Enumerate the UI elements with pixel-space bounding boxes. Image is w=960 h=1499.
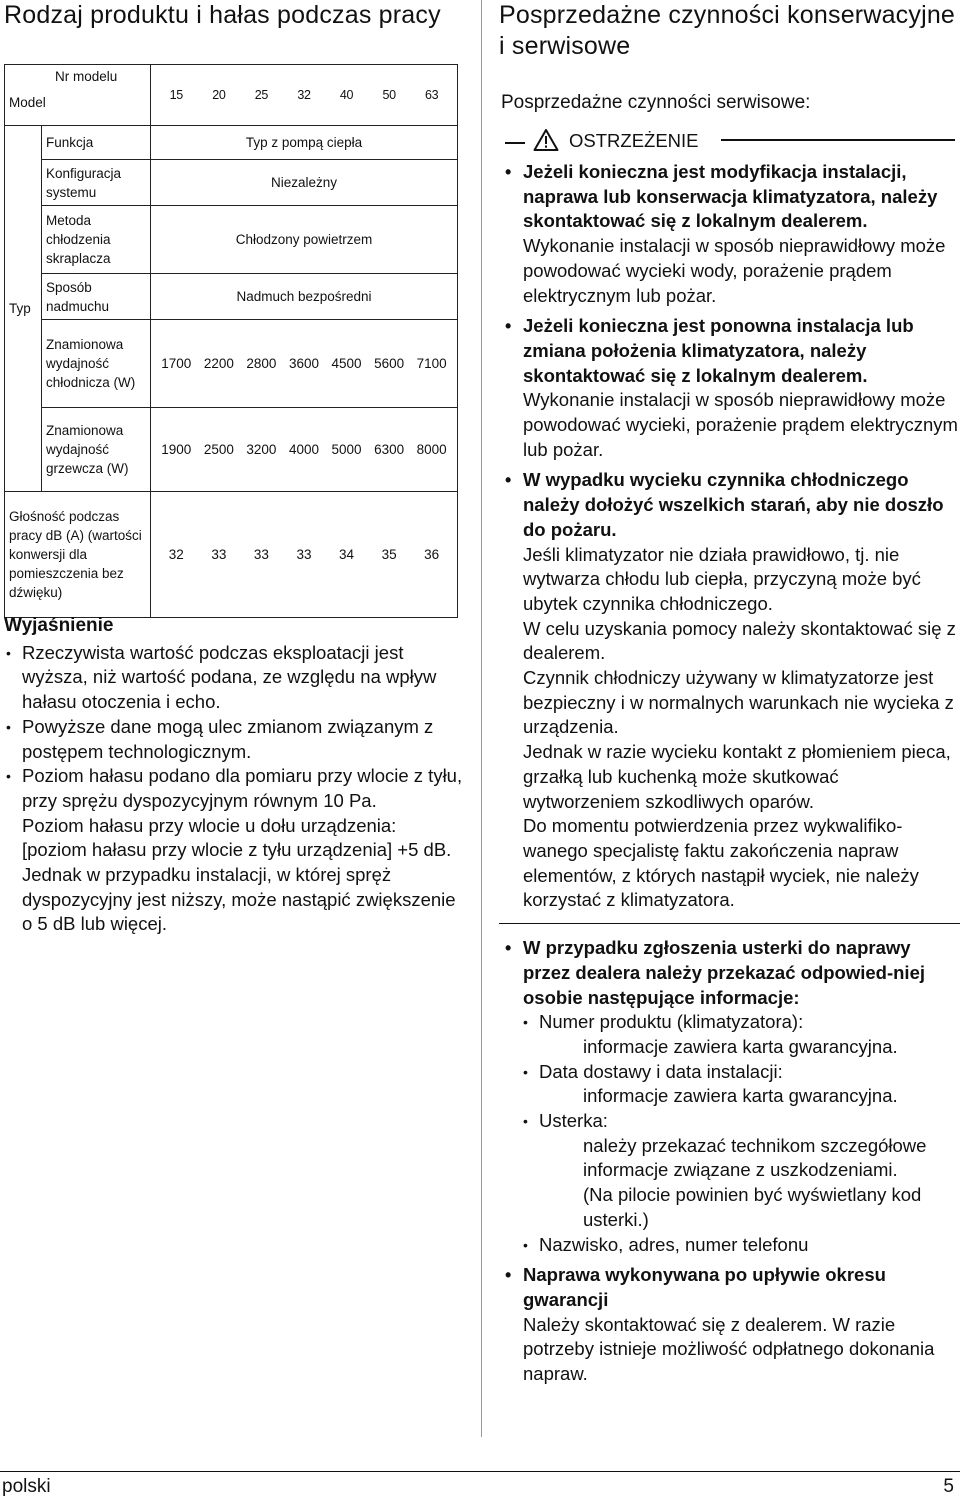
warning-rule-left	[505, 142, 525, 144]
heating-capacity-label: Znamionowa wydajność grzewcza (W)	[42, 408, 151, 492]
noise-value: 36	[424, 547, 440, 562]
service-text: Należy skontaktować się z dealerem. W razie potrzeby istnieje możliwość odpłatnego dokonania napraw.	[523, 1313, 935, 1385]
service-item	[499, 1263, 960, 1387]
warning-text: Wykonanie instalacji w sposób nieprawidłowy może powodować wycieki, porażenie prądem elektrycznym lub pożar.	[523, 389, 958, 460]
warning-bold: W wypadku wycieku czynnika chłodniczego należy dołożyć wszelkich starań, aby nie doszło do pożaru.	[523, 469, 944, 540]
warning-text: Czynnik chłodniczy używany w klimatyzatorze jest bezpieczny i w normalnych warunkach nie wycieka z urządzenia.	[523, 667, 954, 738]
noise-value: 32	[168, 547, 184, 562]
sposob-value: Nadmuch bezpośredni	[151, 274, 458, 320]
section-title-service: Posprzedażne czynności konserwacyjne i serwisowe	[499, 1, 956, 60]
warning-triangle-icon	[533, 128, 559, 152]
service-bold: Naprawa wykonywana po upływie okresu gwarancji	[523, 1264, 886, 1310]
subitem-label: Nazwisko, adres, numer telefonu	[539, 1233, 809, 1255]
service-subitem	[523, 1109, 960, 1233]
spec-table	[4, 64, 458, 618]
funkcja-value: Typ z pompą ciepła	[151, 126, 458, 160]
service-subitem	[523, 1060, 960, 1109]
heating-capacity-value: 2500	[203, 442, 234, 457]
cooling-capacity-label: Znamionowa wydajność chłodnicza (W)	[42, 320, 151, 408]
model-label: Model	[9, 95, 46, 110]
cooling-capacity-value: 3600	[288, 356, 319, 371]
warning-bold: Jeżeli konieczna jest modyfikacja instalacji, naprawa lub konserwacja klimatyzatora, należy skontaktować się z lokalnym dealerem.	[523, 161, 938, 232]
warning-text: Jednak w razie wycieku kontakt z płomieniem pieca, grzałką lub kuchenką może skutkować wytworzeniem szkodliwych oparów.	[523, 741, 951, 812]
heating-capacity-values	[151, 440, 457, 459]
metoda-value: Chłodzony powietrzem	[151, 206, 458, 274]
footer-rule	[0, 1471, 960, 1472]
column-divider	[481, 0, 482, 1437]
heating-capacity-value: 5000	[331, 442, 362, 457]
metoda-label: Metoda chłodzenia skraplacza	[42, 206, 151, 274]
warning-text: Wykonanie instalacji w sposób nieprawidłowy może powodować wycieki wody, porażenie prądem elektrycznym lub pożar.	[523, 235, 946, 306]
service-sublist	[523, 1010, 960, 1257]
subitem-detail: (Na pilocie powinien być wyświetlany kod usterki.)	[583, 1184, 922, 1230]
noise-value: 35	[381, 547, 397, 562]
model-numbers-cell	[151, 65, 458, 126]
subitem-label: Data dostawy i data instalacji:	[539, 1060, 783, 1082]
subitem-detail: informacje zawiera karta gwarancyjna.	[583, 1035, 898, 1057]
warning-text: Jeśli klimatyzator nie działa prawidłowo, tj. nie wytwarza chłodu lub ciepła, przyczyną może być ubytek czynnika chłodniczego.	[523, 543, 921, 614]
warning-item	[499, 160, 960, 308]
cooling-capacity-value: 1700	[161, 356, 192, 371]
subitem-label: Usterka:	[539, 1110, 608, 1132]
service-subtitle: Posprzedażne czynności serwisowe:	[501, 92, 811, 113]
subitem-detail: informacje zawiera karta gwarancyjna.	[583, 1085, 898, 1107]
warning-header	[499, 128, 960, 154]
heating-capacity-value: 6300	[374, 442, 405, 457]
cooling-capacity-value: 4500	[331, 356, 362, 371]
warning-text: W celu uzyskania pomocy należy skontaktować się z dealerem.	[523, 617, 956, 664]
warning-list	[499, 160, 960, 913]
cooling-capacity-value: 7100	[416, 356, 447, 371]
heating-capacity-value: 4000	[288, 442, 319, 457]
right-column	[499, 0, 960, 1387]
service-subitem	[523, 1233, 960, 1258]
cooling-capacity-value: 2800	[246, 356, 277, 371]
noise-label: Głośność podczas pracy dB (A) (wartości konwersji dla pomieszczenia bez dźwięku)	[5, 492, 151, 618]
warning-label: OSTRZEŻENIE	[569, 130, 699, 151]
subitem-label: Numer produktu (klimatyzatora):	[539, 1011, 804, 1033]
explanation-item: • Powyższe dane mogą ulec zmianom związanym z postępem technologicznym.	[4, 715, 466, 764]
model-numbers	[151, 86, 457, 105]
konfiguracja-value: Niezależny	[151, 160, 458, 206]
model-number: 15	[169, 87, 183, 102]
model-number: 63	[425, 87, 439, 102]
typ-label: Typ	[5, 126, 42, 492]
model-number: 40	[339, 87, 354, 102]
page-number: 5	[943, 1476, 954, 1497]
footer-language: polski	[2, 1476, 51, 1497]
service-subitem	[523, 1010, 960, 1059]
model-number: 25	[254, 87, 269, 102]
section-divider	[499, 923, 960, 924]
explanation-paragraph: Poziom hałasu przy wlocie u dołu urządzenia: [poziom hałasu przy wlocie z tyłu urządzenia] +5 dB.	[22, 814, 452, 861]
heating-capacity-value: 8000	[416, 442, 447, 457]
warning-text: Do momentu potwierdzenia przez wykwalifiko-wanego specjalistę faktu zakończenia napraw elementów, z których nastąpił wyciek, nie należy korzystać z klimatyzatora.	[523, 815, 919, 911]
sposob-label: Sposób nadmuchu	[42, 274, 151, 320]
explanation-list	[4, 641, 466, 814]
model-number: 20	[212, 87, 226, 102]
section-title-product: Rodzaj produktu i hałas podczas pracy	[4, 1, 441, 29]
model-header-cell	[5, 65, 151, 126]
left-column	[0, 0, 466, 935]
noise-values	[151, 545, 457, 564]
explanation-paragraph: Jednak w przypadku instalacji, w której spręż dyspozycyjny jest niższy, może nastąpić zwiększenie o 5 dB lub więcej.	[22, 864, 456, 935]
cooling-capacity-value: 2200	[203, 356, 234, 371]
explanation-item: • Poziom hałasu podano dla pomiaru przy wlocie z tyłu, przy sprężu dyspozycyjnym równym 10 Pa.	[4, 764, 466, 813]
noise-value: 33	[211, 547, 227, 562]
nr-modelu-label: Nr modelu	[55, 69, 118, 84]
model-number: 32	[297, 87, 311, 102]
warning-rule-right	[721, 139, 955, 141]
cooling-capacity-values	[151, 354, 457, 373]
service-bold: W przypadku zgłoszenia usterki do naprawy przez dealera należy przekazać odpowied-niej osobie następujące informacje:	[523, 937, 925, 1008]
explanation-section	[4, 614, 466, 937]
service-item	[499, 936, 960, 1257]
funkcja-label: Funkcja	[42, 126, 151, 160]
warning-item	[499, 314, 960, 462]
model-number: 50	[382, 87, 396, 102]
noise-value: 33	[296, 547, 312, 562]
subitem-detail: należy przekazać technikom szczegółowe informacje związane z uszkodzeniami.	[583, 1134, 927, 1181]
warning-bold: Jeżeli konieczna jest ponowna instalacja lub zmiana położenia klimatyzatora, należy skontaktować się z lokalnym dealerem.	[523, 315, 914, 386]
heating-capacity-value: 3200	[246, 442, 277, 457]
service-list	[499, 936, 960, 1387]
explanation-item: • Rzeczywista wartość podczas eksploatacji jest wyższa, niż wartość podana, ze względu na wpływ hałasu otoczenia i echo.	[4, 641, 466, 715]
cooling-capacity-value: 5600	[374, 356, 405, 371]
heating-capacity-value: 1900	[161, 442, 192, 457]
noise-value: 33	[253, 547, 269, 562]
konfiguracja-label: Konfiguracja systemu	[42, 160, 151, 206]
noise-value: 34	[339, 547, 355, 562]
explanation-heading: Wyjaśnienie	[4, 615, 114, 636]
warning-item	[499, 468, 960, 913]
